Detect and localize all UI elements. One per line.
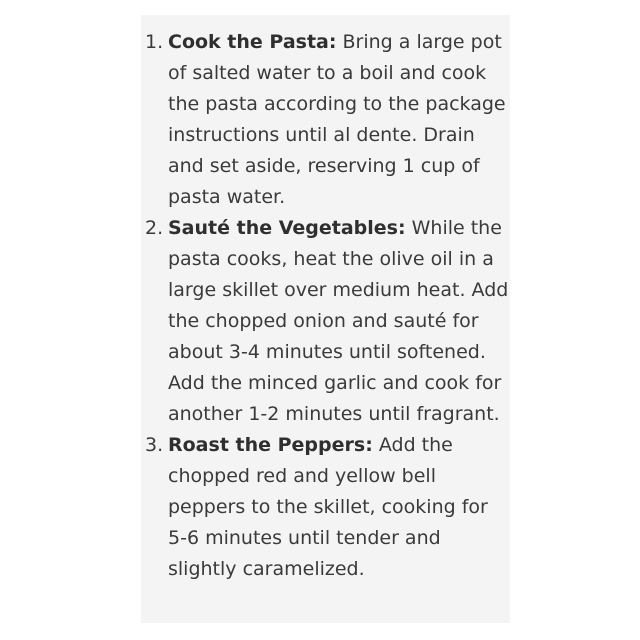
recipe-instructions-card [141,15,510,623]
instructions-list [141,27,510,585]
step-number: 3. [145,434,164,456]
list-item [141,430,510,585]
list-item [141,27,510,213]
step-text: Add the chopped red and yellow bell peppers to the skillet, cooking for 5-6 minutes until tender and slightly caramelized. [168,434,488,580]
step-text: While the pasta cooks, heat the olive oil in a large skillet over medium heat. Add the chopped onion and sauté for about 3-4 minutes until softened. Add the minced garlic and cook for another 1-2 minutes until fragrant. [168,217,509,425]
step-title: Cook the Pasta: [168,31,337,53]
step-content [168,27,510,213]
step-content [168,213,510,430]
step-title: Roast the Peppers: [168,434,373,456]
step-number: 2. [145,217,164,239]
step-text: Bring a large pot of salted water to a boil and cook the pasta according to the package instructions until al dente. Drain and set aside, reserving 1 cup of pasta water. [168,31,506,208]
step-number: 1. [145,31,164,53]
list-item [141,213,510,430]
step-title: Sauté the Vegetables: [168,217,406,239]
step-content [168,430,510,585]
